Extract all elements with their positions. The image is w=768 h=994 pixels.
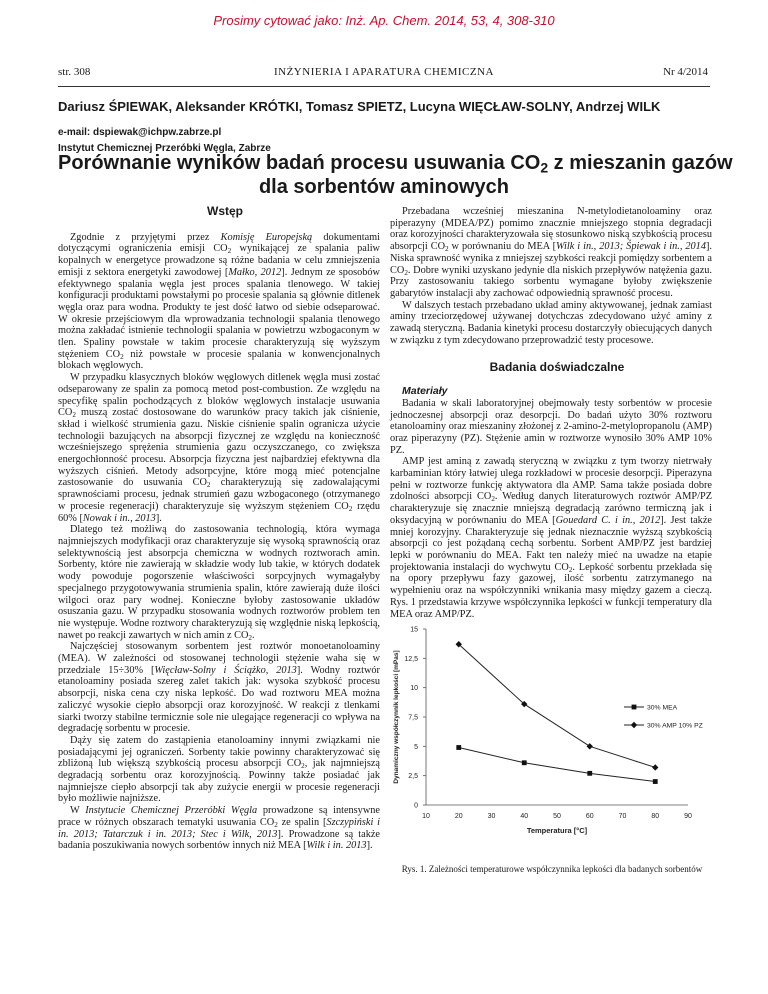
header-issue: Nr 4/2014: [663, 66, 708, 78]
paragraph: Dąży się zatem do zastąpienia etanoloaminy innymi związkami nie posiadającymi jej ograniczeń. Sorbenty takie powinny charakteryzować się zbliżoną lub większą szybkością procesu absorpcji $CO_2$, jak najmniejszą degradacją sorbentu oraz korozyjnością. Powinny także posiadać jak najmniejsze ciepło absorpcji tak aby zużycie energii w procesie regeneracji było możliwie najniższe.: [58, 734, 380, 805]
x-tick-label: 70: [618, 813, 627, 820]
y-tick-label: 15: [410, 626, 418, 634]
title-line-2: dla sorbentów aminowych: [258, 176, 510, 198]
section-heading-experimental: Badania doświadczalne: [489, 360, 625, 375]
x-tick-label: 50: [553, 813, 561, 820]
paragraph: Najczęściej stosowanym sorbentem jest roztwór monoetanoloaminy (MEA). W zależności od stosowanej technologii stężenie waha się w przedziale 15÷30% [Więcław-Solny i Ściążko, 2013]. Wodny roztwór etanoloaminy posiada szereg zalet takich jak: wysoka szybkość procesu absorpcji, niska cena czy niska lepkość. Do wad roztworu MEA można zaliczyć wysokie ciepło absorpcji oraz korozyjność. W reakcji z tlenkami siarki tworzy stabilne termicznie sole nie ulegające regeneracji co wpływa na degradację sorbentu w procesie.: [58, 641, 380, 735]
series-line: [459, 644, 656, 767]
left-column: [58, 206, 380, 852]
subsection-heading-materials: Materiały: [402, 385, 448, 398]
data-point: [587, 771, 592, 776]
figure-caption: Rys. 1. Zależności temperaturowe współczynnika lepkości dla badanych sorbentów: [401, 864, 703, 874]
paragraph: Zgodnie z przyjętymi przez Komisję Europejską dokumentami dotyczącymi ograniczenia emisji $CO_2$ wynikającej ze spalania paliw kopalnych w energetyce prowadzone są różne badania w celu zmniejszenia emisji z sektora energetyki zawodowej [Małko, 2012]. Jednym ze sposobów efektywnego spalania węgla jest proces spalania tlenowego. W takiej konfiguracji produktami powstałymi po procesie spalania są głównie ditlenek węgla oraz para wodna. Produkty te jest dość łatwo od siebie odseparować. W okresie przejściowym dla wprowadzania technologii spalania tlenowego można zakładać istnienie technologii spalania w powietrzu wzbogaconym w tlen. Spaliny powstałe w takim procesie charakteryzują się wyższym stężeniem $CO_2$ niż powstałe w procesie spalania w konwencjonalnych blokach węglowych.: [58, 231, 381, 372]
x-axis-label: Temperatura [°C]: [526, 826, 588, 835]
legend-marker: [631, 722, 637, 728]
x-tick-label: 10: [422, 813, 430, 820]
paragraph: Dlatego też możliwą do zastosowania technologią, która wymaga najmniejszych modyfikacji oraz charakteryzuje się wysoką sprawnością oraz selektywnością jest absorpcja chemiczna w wodnych roztworach amin. Sorbenty, które nie zawierają w składzie wody lub takie, w których dodatek wody powoduje pogorszenie właściwości sorpcyjnych wymagałyby specjalnego przygotowywania strumienia spalin, które zawierają duże ilości wilgoci oraz pary wodnej. Konieczne byłoby zastosowanie układów osuszania gazu. W przypadku stosowania wodnych roztworów problem ten nie występuje. Wodne roztwory charakteryzują się względnie niską lepkością, nawet po reakcji zawartych w nich amin z $CO_2$.: [58, 524, 380, 642]
institution: Instytut Chemicznej Przeróbki Węgla, Zabrze: [58, 143, 271, 154]
paragraph: Badania w skali laboratoryjnej obejmowały testy sorbentów w procesie jednoczesnej absorpcji oraz desorpcji. Do badań użyto 30% roztworu etanoloaminy oraz mieszaniny złożonej z 2-amino-2-metylopropanolu (AMP) oraz piperazyny (PZ). Stężenie amin w roztworze wynosiło 30% AMP 10% PZ.: [390, 397, 712, 456]
right-column: [390, 206, 712, 620]
series-1: [456, 745, 657, 784]
author-email: e-mail: dspiewak@ichpw.zabrze.pl: [58, 127, 222, 138]
legend-marker: [632, 705, 637, 710]
paragraph: W przypadku klasycznych bloków węglowych ditlenek węgla musi zostać odseparowany ze spalin za pomocą metod post-combustion. Ze względu na specyfikę spalin pochodzących z bloków węglowych instalacje usuwania $CO_2$ muszą zostać dostosowane do warunków pracy takich jak ciśnienie, skład i wielkość strumienia gazu. Niskie ciśnienie spalin ogranicza użycie technologii bazujących na absorpcji fizycznej ze względu na konieczność wcześniejszego sprężenia strumienia gazu oczyszczanego, co zwiększa energochłonność procesu. Absorpcja fizyczna jest najbardziej efektywna dla wyższych ciśnień. Metody adsorpcyjne, które mogą mieć potencjalne zastosowanie do usuwania $CO_2$ charakteryzują się zadowalającymi sprawnościami procesu, jednak strumień gazu wzbogaconego (otrzymanego w procesie regeneracji) charakteryzuje się wyższym stężeniem $CO_2$ rzędu 60% [Nowak i in., 2013].: [58, 372, 380, 524]
legend-label: 30% MEA: [647, 704, 678, 712]
header-rule: [58, 86, 710, 87]
x-tick-label: 80: [651, 813, 660, 820]
y-axis-label: Dynamiczny współczynnik lepkości [mPas]: [393, 650, 400, 784]
data-point: [522, 760, 527, 765]
paper-title: [58, 151, 733, 199]
y-tick-label: 10: [410, 685, 418, 693]
paragraph: W dalszych testach przebadano układ aminy aktywowanej, jednak zamiast aminy trzeciorzędowej używanej dotychczas zdecydowano użyć aminy z zawadą steryczną. Badania kinetyki procesu dostarczyły obiecujących danych w związku z tym zdecydowano przeprowadzić testy procesowe.: [390, 299, 712, 346]
chart-legend: [624, 705, 703, 730]
paragraph: W Instytucie Chemicznej Przeróbki Węgla prowadzone są intensywne prace w różnych obszarach tematyki usuwania $CO_2$ ze spalin [Szczypiński i in. 2013; Tatarczuk i in. 2013; Stec i Wilk, 2013]. Prowadzone są także badania poszukiwania nowych sorbentów innych niż MEA [Wilk i in. 2013].: [58, 805, 380, 852]
viscosity-chart: [386, 615, 716, 845]
data-point: [653, 779, 658, 784]
x-tick-label: 90: [684, 813, 692, 820]
data-point: [652, 764, 658, 770]
x-tick-label: 60: [585, 813, 594, 820]
data-point: [587, 743, 593, 749]
title-line-1: Porównanie wyników badań procesu usuwania $CO_2$ z mieszanin gazów: [58, 152, 733, 176]
header-page-number: str. 308: [58, 66, 91, 78]
paragraph: Przebadana wcześniej mieszanina N-metylodietanoloaminy oraz piperazyny (MDEA/PZ) pomimo znacznie mniejszego stopnia degradacji oraz korozyjności charakteryzowała się stosunkowo niską szybkością procesu absorpcji $CO_2$ w porównaniu do MEA [Wilk i in., 2013; Śpiewak i in., 2014]. Niska sprawność wynika z mniejszej szybkości reakcji pomiędzy sorbentem a $CO_2$. Dobre wyniki uzyskano jedynie dla niskich przepływów natężenia gazu. Przy zastosowaniu takiego sorbentu wymagane byłoby zwiększenie gabarytów instalacji aby zachować odpowiednią sprawność procesu.: [390, 206, 712, 299]
y-tick-label: 7,5: [408, 714, 418, 722]
series-line: [459, 748, 656, 782]
header-journal-name: INŻYNIERIA I APARATURA CHEMICZNA: [273, 66, 495, 78]
legend-label: 30% AMP 10% PZ: [647, 722, 703, 730]
section-heading-intro: Wstęp: [207, 204, 243, 218]
y-tick-label: 5: [414, 743, 418, 751]
y-tick-label: 0: [414, 802, 418, 810]
x-tick-label: 40: [520, 813, 529, 820]
y-tick-label: 2,5: [408, 773, 418, 781]
citation-note: Prosimy cytować jako: Inż. Ap. Chem. 2014, 53, 4, 308-310: [213, 13, 555, 28]
y-tick-label: 12,5: [404, 655, 418, 663]
series-2: [456, 641, 659, 771]
x-tick-label: 20: [454, 813, 463, 820]
x-tick-label: 30: [487, 813, 496, 820]
authors: Dariusz ŚPIEWAK, Aleksander KRÓTKI, Tomasz SPIETZ, Lucyna WIĘCŁAW-SOLNY, Andrzej WILK: [58, 99, 661, 114]
data-point: [456, 745, 461, 750]
paragraph: AMP jest aminą z zawadą steryczną w związku z tym tworzy nietrwały karbaminian który łatwiej ulega rozkładowi w procesie desorpcji. Piperazyna pełni w roztworze funkcję aktywatora dla AMP. Sama także posiada dobre zdolności absorpcji $CO_2$. Według danych literaturowych roztwór AMP/PZ charakteryzuje się znacznie mniejszą degradacją zarówno termiczną jak i oksydacyjną w porównaniu do MEA [Gouedard C. i in., 2012]. Jest także mniej korozyjny. Charakteryzuje się jednak nieznacznie wyższą szybkością absorpcji co jest pożądaną cechą sorbentu. Sorbent AMP/PZ jest bardziej lepki w porównaniu do MEA. Fakt ten należy mieć na uwadze na etapie projektowania instalacji do wychwytu $CO_2$. Lepkość sorbentu przekłada się na opory przepływu fazy gazowej, ilość sorbentu zatrzymanego na wypełnieniu oraz na współczynniki wnikania masy między gazem a cieczą. Rys. 1 przedstawia krzywe współczynnika lepkości w funkcji temperatury dla MEA oraz AMP/PZ.: [390, 456, 712, 620]
chart-series: [456, 641, 659, 784]
